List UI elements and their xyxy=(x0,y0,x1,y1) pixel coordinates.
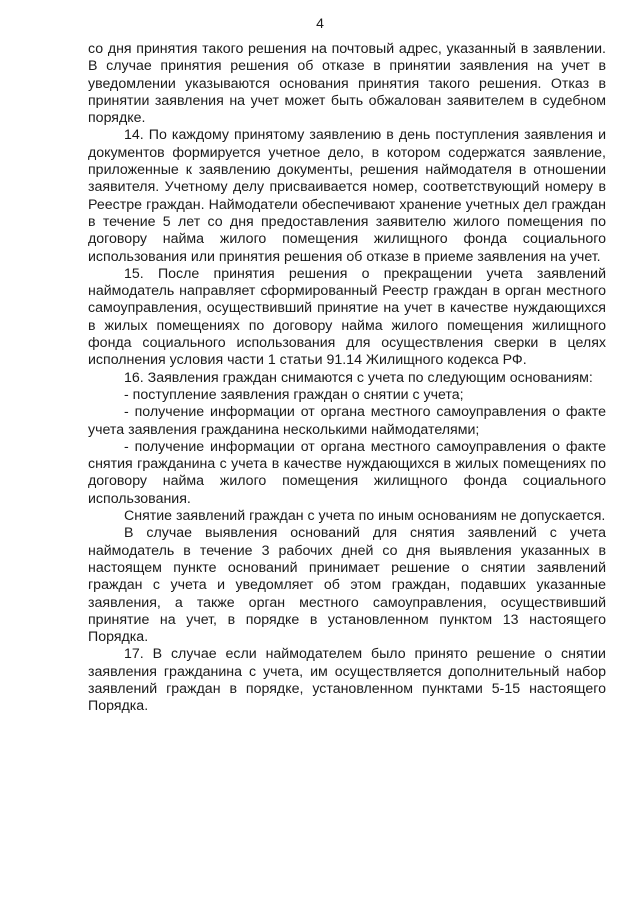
list-item-multiple-landlords: - получение информации от органа местного самоуправления о факте учета заявления гражданина несколькими наймодателями; xyxy=(88,404,606,438)
paragraph-removal-procedure: В случае выявления оснований для снятия заявлений с учета наймодатель в течение 3 рабочих дней со дня выявления указанных в настоящем пункте оснований принимает решение о снятии заявлений граждан с учета и уведомляет об этом граждан, подавших указанные заявления, а также орган местного самоуправления, осуществивший принятие на учет, в порядке в установленном пунктом 13 настоящего Порядка. xyxy=(88,525,606,646)
paragraph-continuation: со дня принятия такого решения на почтовый адрес, указанный в заявлении. В случае принятия решения об отказе в принятии заявления на учет в уведомлении указываются основания принятия такого решения. Отказ в принятии заявления на учет может быть обжалован заявителем в судебном порядке. xyxy=(88,41,606,127)
paragraph-16: 16. Заявления граждан снимаются с учета по следующим основаниям: xyxy=(124,369,593,386)
paragraph-17: 17. В случае если наймодателем было принято решение о снятии заявления гражданина с учета, им осуществляется дополнительный набор заявлений граждан в порядке, установленном пунктами 5-15 настоящего Порядка. xyxy=(88,646,606,715)
paragraph-15: 15. После принятия решения о прекращении учета заявлений наймодатель направляет сформированный Реестр граждан в орган местного самоуправления, осуществивший принятие на учет в качестве нуждающихся в жилых помещениях по договору найма жилого помещения жилищного фонда социального использования для осуществления сверки в целях исполнения условия части 1 статьи 91.14 Жилищного кодекса РФ. xyxy=(88,265,606,369)
paragraph-14: 14. По каждому принятому заявлению в день поступления заявления и документов формируется учетное дело, в котором содержатся заявление, приложенные к заявлению документы, решения наймодателя в отношении заявителя. Учетному делу присваивается номер, соответствующий номеру в Реестре граждан. Наймодатели обеспечивают хранение учетных дел граждан в течение 5 лет со дня предоставления заявителю жилого помещения по договору найма жилого помещения жилищного фонда социального использования или принятия решения об отказе в приеме заявления на учет. xyxy=(88,127,606,265)
page-number: 4 xyxy=(316,15,324,31)
list-item-withdrawal: - поступление заявления граждан о снятии с учета; xyxy=(124,386,464,403)
list-item-deregistration: - получение информации от органа местного самоуправления о факте снятия гражданина с учета в качестве нуждающихся в жилых помещениях по договору найма жилого помещения жилищного фонда социального использования. xyxy=(88,438,606,507)
document-body xyxy=(88,41,606,716)
paragraph-no-other-grounds: Снятие заявлений граждан с учета по иным основаниям не допускается. xyxy=(124,508,606,525)
